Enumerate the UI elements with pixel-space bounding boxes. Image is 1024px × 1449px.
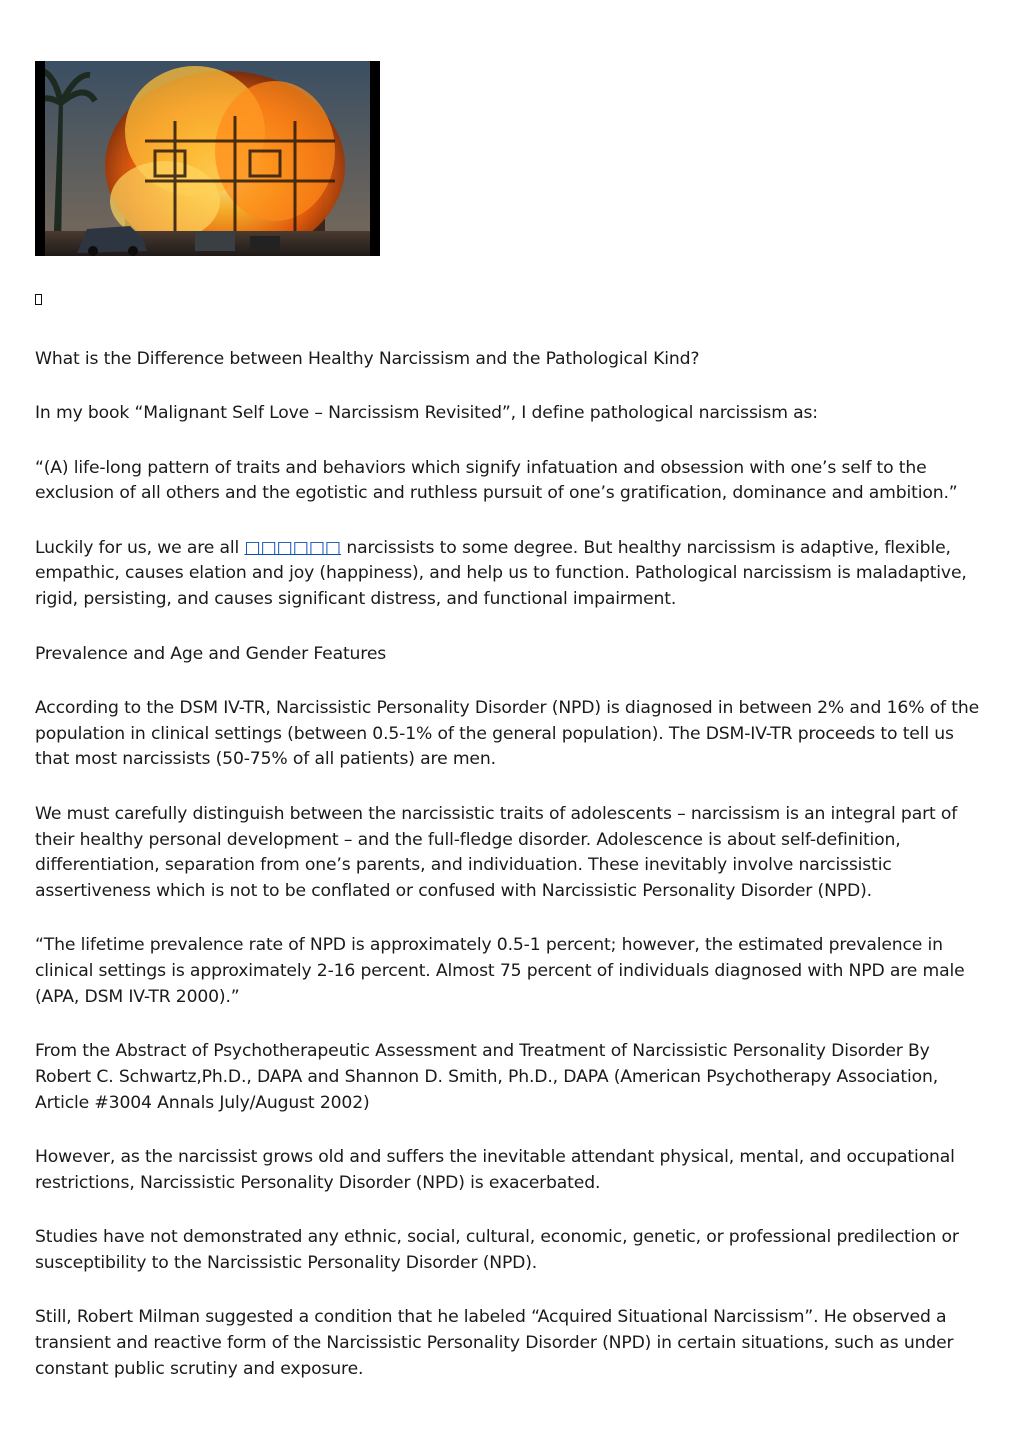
paragraph-definition-quote: “(A) life-long pattern of traits and behaviors which signify infatuation and obsession with one’s self to the exclusion of all others and the egotistic and ruthless pursuit of one’s gratification, dominance and ambition.”: [35, 457, 958, 504]
glyph-row: [35, 290, 990, 308]
heading-question: What is the Difference between Healthy Narcissism and the Pathological Kind?: [35, 349, 700, 369]
burning-house-photo: [35, 61, 380, 256]
missing-glyph-icon: [35, 294, 42, 305]
paragraph-text-after-link: narcissists to some degree. But healthy narcissism is adaptive, flexible, empathic, causes elation and joy (happiness), and help us to function. Pathological narcissism is maladaptive, rigid, persisting, and causes significant distress, and functional impairment.: [35, 537, 967, 610]
section-heading-prevalence: Prevalence and Age and Gender Features: [35, 643, 387, 664]
inline-link[interactable]: □□□□□□: [244, 537, 342, 558]
paragraph-abstract-citation: From the Abstract of Psychotherapeutic Assessment and Treatment of Narcissistic Personality Disorder By Robert C. Schwartz,Ph.D., DAPA and Shannon D. Smith, Ph.D., DAPA (American Psychotherapy Association, Article #3004 Annals July/August 2002): [35, 1041, 939, 1113]
paragraph-aging: However, as the narcissist grows old and suffers the inevitable attendant physical, mental, and occupational restrictions, Narcissistic Personality Disorder (NPD) is exacerbated.: [35, 1147, 955, 1194]
paragraph-healthy-vs-pathological: [35, 536, 990, 613]
paragraph-book-intro: In my book “Malignant Self Love – Narcissism Revisited”, I define pathological narcissism as:: [35, 403, 818, 424]
burning-house-illustration: [35, 61, 380, 256]
paragraph-predilection: Studies have not demonstrated any ethnic, social, cultural, economic, genetic, or professional predilection or susceptibility to the Narcissistic Personality Disorder (NPD).: [35, 1227, 959, 1274]
paragraph-text-before-link: Luckily for us, we are all: [35, 537, 245, 558]
paragraph-adolescents: We must carefully distinguish between the narcissistic traits of adolescents – narcissism is an integral part of their healthy personal development – and the full-fledge disorder. Adolescence is about self-definition, differentiation, separation from one’s parents, and individuation. These inevitably involve narcissistic assertiveness which is not to be conflated or confused with Narcissistic Personality Disorder (NPD).: [35, 803, 958, 902]
paragraph-lifetime-prevalence-quote: “The lifetime prevalence rate of NPD is approximately 0.5-1 percent; however, the estimated prevalence in clinical settings is approximately 2-16 percent. Almost 75 percent of individuals diagnosed with NPD are male (APA, DSM IV-TR 2000).”: [35, 935, 965, 1008]
paragraph-dsm-prevalence: According to the DSM IV-TR, Narcissistic Personality Disorder (NPD) is diagnosed in between 2% and 16% of the population in clinical settings (between 0.5-1% of the general population). The DSM-IV-TR proceeds to tell us that most narcissists (50-75% of all patients) are men.: [35, 697, 980, 770]
paragraph-acquired-situational: Still, Robert Milman suggested a condition that he labeled “Acquired Situational Narcissism”. He observed a transient and reactive form of the Narcissistic Personality Disorder (NPD) in certain situations, such as under constant public scrutiny and exposure.: [35, 1307, 954, 1380]
article: [35, 61, 990, 1383]
